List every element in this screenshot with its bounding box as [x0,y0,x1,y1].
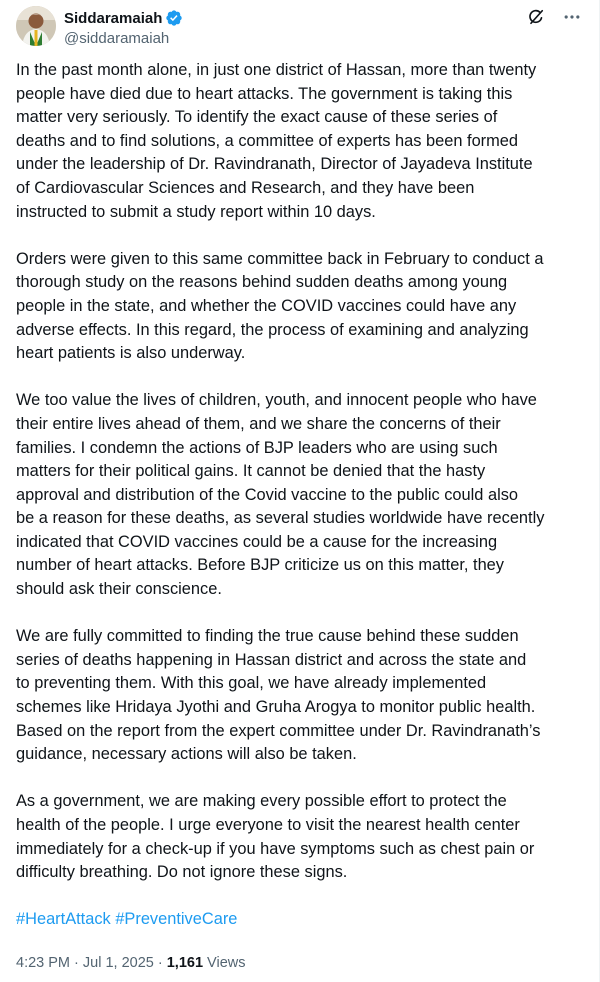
tweet-time[interactable]: 4:23 PM [16,955,70,971]
tweet-paragraph: As a government, we are making every possible effort to protect the health of the people. I urge everyone to visit the nearest health center immediately for a check-up if you have symptoms such as chest pain or difficulty breathing. Do not ignore these signs. [16,792,535,882]
tweet-paragraph: We too value the lives of children, youth, and innocent people who have their entire lives ahead of them, and we share the concerns of their families. I condemn the actions of BJP leaders who are using such matters for their political gains. It cannot be denied that the hasty approval and distribution of the Covid vaccine to the public could also be a reason for these deaths, as several studies worldwide have recently indicated that COVID vaccines could be a cause for the increasing number of heart attacks. Before BJP criticize us on this matter, they should ask their conscience. [16,391,545,599]
tweet-paragraph: In the past month alone, in just one district of Hassan, more than twenty people have died due to heart attacks. The government is taking this matter very seriously. To identify the exact cause of these series of deaths and to find solutions, a committee of experts has been formed under the leadership of Dr. Ravindranath, Director of Jayadeva Institute of Cardiovascular Sciences and Research, and they have been instructed to submit a study report within 10 days. [16,61,537,221]
hashtag-row [16,908,585,932]
meta-separator: · [153,955,167,971]
tweet-meta [16,955,245,971]
author-names [64,8,183,47]
grok-icon[interactable] [525,6,547,28]
hashtag-heart-attack[interactable]: #HeartAttack [16,910,111,929]
avatar[interactable] [16,6,56,46]
tweet-paragraph: Orders were given to this same committee back in February to conduct a thorough study on the reasons behind sudden deaths among young people in the state, and whether the COVID vaccines could have any adverse effects. In this regard, the process of examining and analyzing heart patients is also underway. [16,249,544,363]
tweet-date[interactable]: Jul 1, 2025 [82,955,154,971]
hashtag-preventive-care[interactable]: #PreventiveCare [115,910,238,929]
tweet-text [16,59,585,932]
tweet-paragraph: We are fully committed to finding the true cause behind these sudden series of deaths happening in Hassan district and across the state and to preventing them. With this goal, we have already implemented schemes like Hridaya Jyothi and Gruha Arogya to monitor public health. Based on the report from the expert committee under Dr. Ravindranath’s guidance, necessary actions will also be taken. [16,627,541,764]
author-handle[interactable]: @siddaramaiah [64,30,170,47]
header-actions [525,6,583,28]
views-label: Views [203,955,246,971]
tweet-header [16,6,583,50]
views-count: 1,161 [166,955,204,971]
display-name[interactable]: Siddaramaiah [64,9,163,27]
display-name-row [64,8,183,28]
avatar-image [16,6,56,46]
meta-separator: · [70,955,83,971]
verified-badge-icon [165,9,183,27]
more-icon[interactable] [561,6,583,28]
